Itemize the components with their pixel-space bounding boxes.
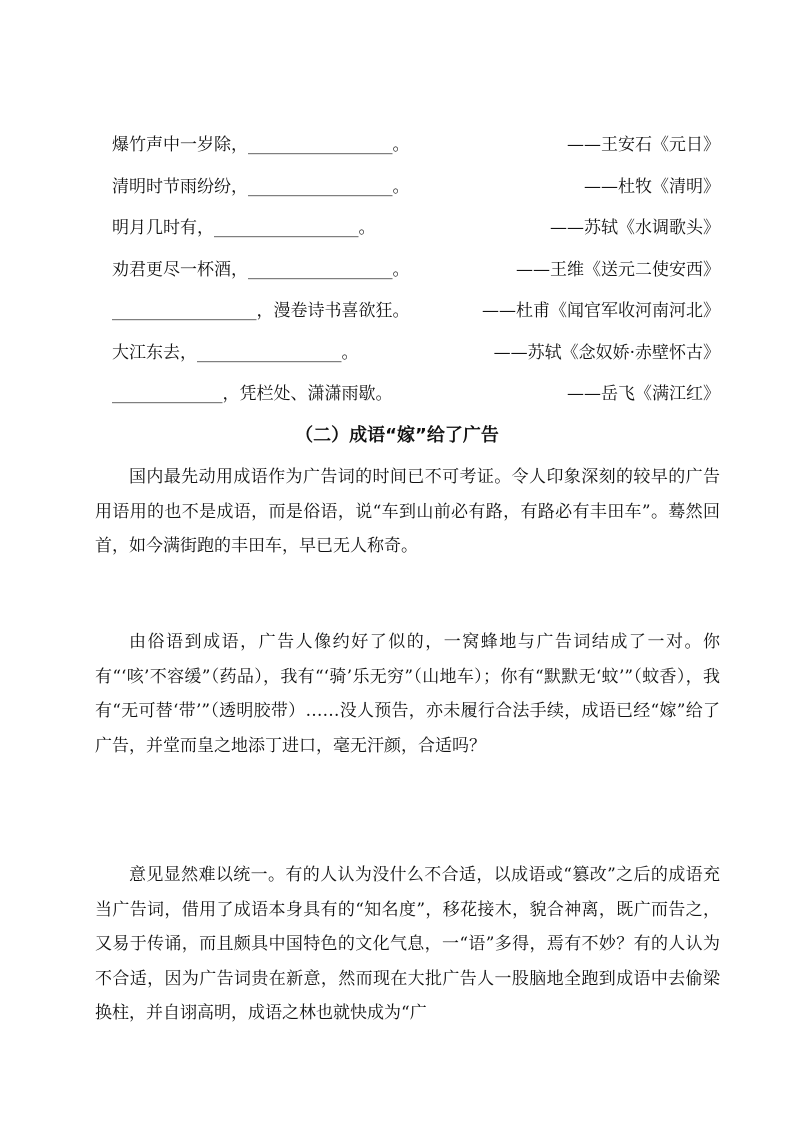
poem-verse: 大江东去，_________________。	[112, 343, 359, 363]
poem-verse: 爆竹声中一岁除，_________________。	[112, 135, 410, 155]
poem-verse: 清明时节雨纷纷，_________________。	[112, 177, 410, 197]
poem-line	[112, 130, 720, 160]
poem-line	[112, 379, 720, 409]
poem-source: ——苏轼《念奴娇·赤壁怀古》	[493, 343, 720, 363]
poem-source: ——杜牧《清明》	[584, 177, 720, 197]
poem-source: ——岳飞《满江红》	[567, 384, 720, 404]
poem-source: ——王安石《元日》	[567, 135, 720, 155]
poem-line	[112, 213, 720, 243]
poem-source: ——王维《送元二使安西》	[516, 260, 720, 280]
paragraph: 意见显然难以统一。有的人认为没什么不合适，以成语或“篡改”之后的成语充当广告词，借用了成语本身具有的“知名度”，移花接木，貌合神离，既广而告之，又易于传诵，而且颇具中国特色的文化气息，一“语”多得，焉有不妙？有的人认为不合适，因为广告词贵在新意，然而现在大批广告人一股脑地全跑到成语中去偷梁换柱，并自诩高明，成语之林也就快成为“广	[95, 865, 720, 1024]
poem-source: ——杜甫《闻官军收河南河北》	[482, 301, 720, 321]
poem-line	[112, 255, 720, 285]
section-title: （二）成语“嫁”给了广告	[295, 425, 499, 446]
poem-verse: _____________，凭栏处、潇潇雨歇。	[112, 384, 393, 404]
poem-verse: 明月几时有，_________________。	[112, 218, 376, 238]
poem-verse: _________________，漫卷诗书喜欲狂。	[112, 301, 410, 321]
poem-verse: 劝君更尽一杯酒，_________________。	[112, 260, 410, 280]
poem-line	[112, 338, 720, 368]
paragraph: 国内最先动用成语作为广告词的时间已不可考证。令人印象深刻的较早的广告用语用的也不是成语，而是俗语，说“车到山前必有路，有路必有丰田车”。蓦然回首，如今满街跑的丰田车，早已无人称奇。	[95, 467, 720, 557]
paragraph: 由俗语到成语，广告人像约好了似的，一窝蜂地与广告词结成了一对。你有“‘咳’不容缓”（药品），我有“‘骑’乐无穷”（山地车）；你有“默默无‘蚊’”（蚊香），我有“无可替‘带’”（透明胶带）……没人预告，亦未履行合法手续，成语已经“嫁”给了广告，并堂而皇之地添丁进口，毫无汗颜，合适吗？	[95, 632, 720, 756]
poem-line	[112, 172, 720, 202]
poem-line	[112, 296, 720, 326]
poem-source: ——苏轼《水调歌头》	[550, 218, 720, 238]
